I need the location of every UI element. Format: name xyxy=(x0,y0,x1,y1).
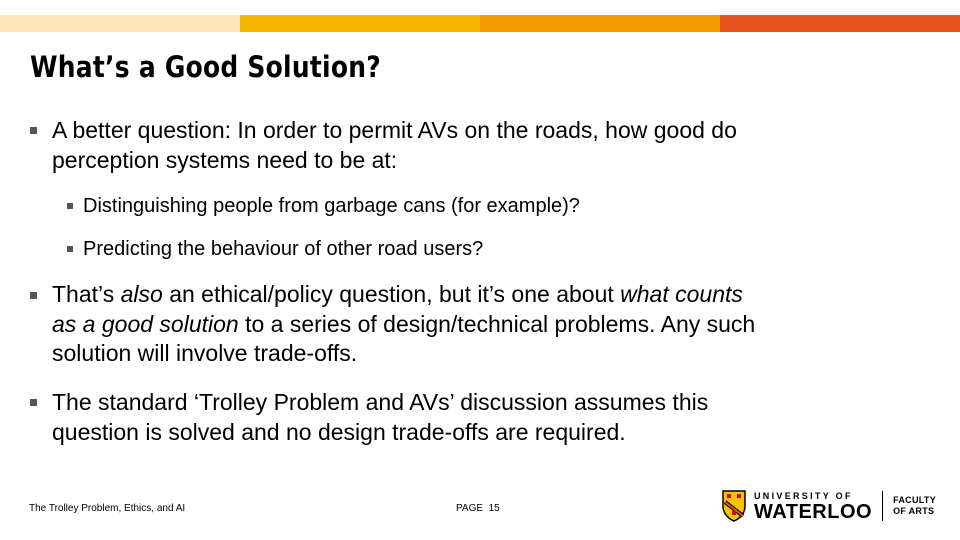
bullet-3-line-1: The standard ‘Trolley Problem and AVs’ discussion assumes this xyxy=(52,389,709,415)
bullet-marker xyxy=(30,292,37,299)
logo-line-2: WATERLOO xyxy=(754,500,873,523)
footer-course-title: The Trolley Problem, Ethics, and AI xyxy=(29,503,186,514)
bullet-marker xyxy=(30,127,37,134)
university-logo xyxy=(722,488,936,524)
university-wordmark xyxy=(754,491,872,522)
bullet-1-line-2: perception systems need to be at: xyxy=(52,147,398,173)
sub-bullet-2: Predicting the behaviour of other road users? xyxy=(83,238,484,260)
color-bar-segment-2 xyxy=(240,15,480,32)
page-number: 15 xyxy=(488,503,500,514)
bullet-2-line-2: as a good solution to a series of design/technical problems. Any such xyxy=(52,310,756,337)
sub-bullet-1: Distinguishing people from garbage cans (for example)? xyxy=(83,195,580,217)
color-bar-segment-3 xyxy=(480,15,720,32)
bullet-3 xyxy=(52,387,708,447)
sub-bullet-marker xyxy=(67,203,73,209)
faculty-line-2: OF ARTS xyxy=(893,506,935,516)
page-label: PAGE xyxy=(456,503,484,514)
faculty-label xyxy=(893,495,936,517)
faculty-line-1: FACULTY xyxy=(893,495,936,505)
slide-title: What’s a Good Solution? xyxy=(30,50,381,84)
bullet-2 xyxy=(52,280,755,369)
footer-page-indicator xyxy=(456,503,500,514)
bullet-marker xyxy=(30,399,37,406)
crest-icon xyxy=(722,490,746,522)
bullet-1 xyxy=(52,115,737,175)
bullet-1-line-1: A better question: In order to permit AVs on the roads, how good do xyxy=(52,117,737,143)
sub-bullet-marker xyxy=(67,246,73,252)
logo-line-1: UNIVERSITY OF xyxy=(754,490,853,501)
color-bar-segment-1 xyxy=(0,15,240,32)
logo-divider xyxy=(882,491,883,521)
bullet-3-line-2: question is solved and no design trade-offs are required. xyxy=(52,419,626,445)
color-bar-segment-4 xyxy=(720,15,960,32)
top-color-bar xyxy=(0,15,960,32)
bullet-2-line-3: solution will involve trade-offs. xyxy=(52,340,358,366)
bullet-2-line-1: That’s also an ethical/policy question, but it’s one about what counts xyxy=(52,281,743,307)
